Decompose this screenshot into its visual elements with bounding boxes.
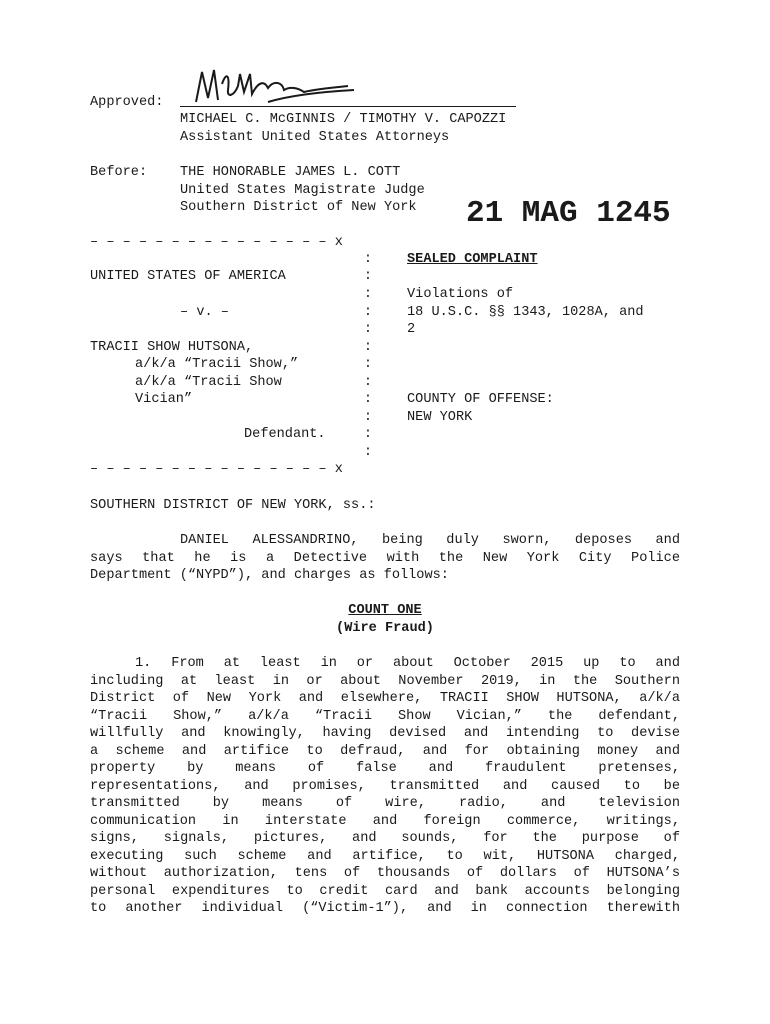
paragraph-line: a scheme and artifice to defraud, and for obtaining money and [90, 743, 680, 759]
caption-colon: : [363, 357, 373, 372]
caption-colon: : [363, 445, 373, 460]
signature-line [180, 106, 516, 107]
paragraph-line: executing such scheme and artifice, to wit, HUTSONA charged, [90, 848, 680, 864]
intro-line: DANIEL ALESSANDRINO, being duly sworn, deposes and [180, 533, 680, 548]
caption-bottom-rule: – – – – – – – – – – – – – – – x [90, 462, 343, 477]
paragraph-line: transmitted by means of wire, radio, and television [90, 796, 680, 811]
caption-colon: : [363, 340, 373, 355]
paragraph-line: to another individual (“Victim-1”), and in connection therewith [90, 901, 680, 916]
count-title: COUNT ONE [348, 603, 422, 618]
count-subtitle: (Wire Fraud) [336, 621, 434, 636]
docket-stamp: 21 MAG 1245 [466, 196, 671, 231]
prosecutor-titles: Assistant United States Attorneys [180, 130, 450, 145]
plaintiff-name: UNITED STATES OF AMERICA [90, 269, 286, 284]
paragraph-line: representations, and promises, transmitted and caused to be [90, 778, 680, 794]
defendant-name: TRACII SHOW HUTSONA, [90, 340, 254, 355]
defendant-alias-2-cont: Vician” [135, 392, 193, 407]
paragraph-line: communication in interstate and foreign commerce, writings, [90, 813, 680, 829]
caption-colon: : [363, 392, 373, 407]
caption-colon: : [363, 287, 373, 302]
intro-line: Department (“NYPD”), and charges as follows: [90, 568, 449, 583]
paragraph-line: willfully and knowingly, having devised and intending to devise [90, 726, 680, 741]
caption-colon: : [363, 322, 373, 337]
venue-line: SOUTHERN DISTRICT OF NEW YORK, ss.: [90, 498, 376, 513]
caption-colon: : [363, 305, 373, 320]
paragraph-line: 1. From at least in or about October 2015 up to and [135, 656, 680, 671]
intro-paragraph [90, 532, 680, 585]
county-label: COUNTY OF OFFENSE: [407, 392, 554, 407]
paragraph-line: without authorization, tens of thousands of dollars of HUTSONA’s [90, 866, 680, 881]
caption-colon: : [363, 375, 373, 390]
approved-label: Approved: [90, 95, 164, 110]
sealed-complaint-title: SEALED COMPLAINT [407, 252, 538, 267]
violations-line-2: 18 U.S.C. §§ 1343, 1028A, and [407, 305, 644, 320]
defendant-alias-1: a/k/a “Tracii Show,” [135, 357, 299, 372]
judge-title: United States Magistrate Judge [180, 183, 425, 198]
defendant-alias-2: a/k/a “Tracii Show [135, 375, 282, 390]
violations-line-1: Violations of [407, 287, 514, 302]
paragraph-1 [90, 655, 680, 918]
caption-colon: : [363, 427, 373, 442]
caption-top-rule: – – – – – – – – – – – – – – – x [90, 235, 343, 250]
paragraph-line: including at least in or about November 2019, in the Southern [90, 673, 680, 689]
judge-name: THE HONORABLE JAMES L. COTT [180, 165, 401, 180]
county-value: NEW YORK [407, 410, 473, 425]
prosecutor-names: MICHAEL C. McGINNIS / TIMOTHY V. CAPOZZI [180, 112, 507, 127]
caption-colon: : [363, 410, 373, 425]
before-label: Before: [90, 165, 148, 180]
paragraph-line: property by means of false and fraudulent pretenses, [90, 761, 680, 776]
violations-line-3: 2 [407, 322, 416, 337]
paragraph-line: personal expenditures to credit card and bank accounts belonging [90, 883, 680, 899]
caption-colon: : [363, 269, 373, 284]
caption-colon: : [363, 252, 373, 267]
judge-district: Southern District of New York [180, 200, 417, 215]
paragraph-line: “Tracii Show,” a/k/a “Tracii Show Vician,” the defendant, [90, 708, 680, 724]
versus: – v. – [180, 305, 229, 320]
paragraph-line: signs, signals, pictures, and sounds, for the purpose of [90, 831, 680, 846]
prosecutor-signature [178, 62, 378, 112]
intro-line: says that he is a Detective with the New York City Police [90, 550, 680, 566]
defendant-label: Defendant. [244, 427, 326, 442]
paragraph-line: District of New York and elsewhere, TRACII SHOW HUTSONA, a/k/a [90, 691, 680, 706]
